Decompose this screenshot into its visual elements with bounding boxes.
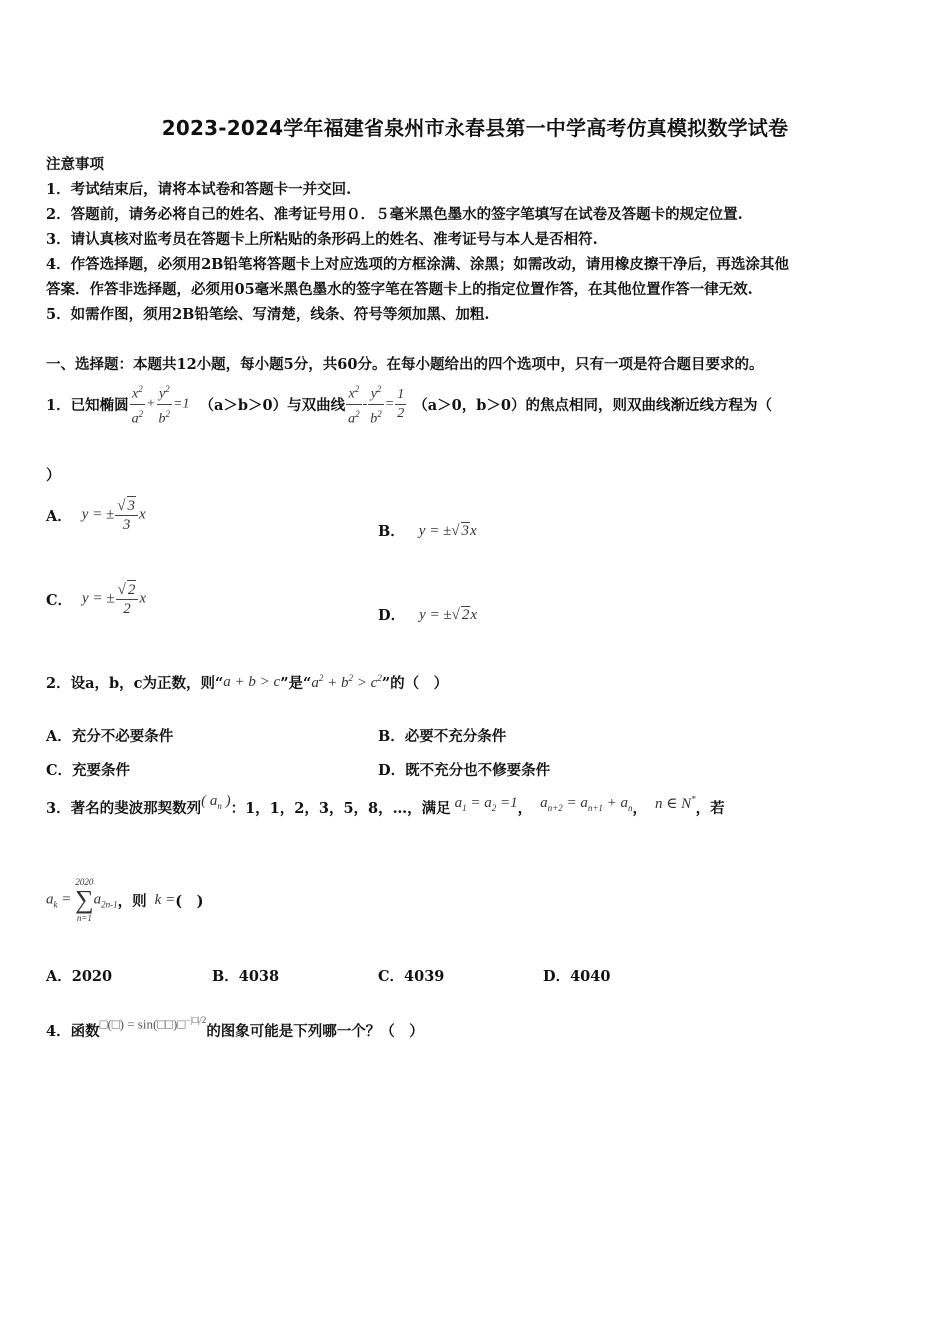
q1-condition-1: （a＞b＞0）与双曲线 xyxy=(199,396,346,414)
q3-separator-1: ， xyxy=(517,800,533,817)
q3-option-b[interactable]: B．4038 xyxy=(212,968,280,985)
q3-sequence-symbol: ( $a_n$ ) xyxy=(201,792,231,811)
q3-suffix: ，若 xyxy=(695,800,725,817)
q1-option-c[interactable] xyxy=(46,580,146,618)
notice-item-4: 4．作答选择题，必须用2B铅笔将答题卡上对应选项的方框涂满、涂黑；如需改动，请用橡皮擦干净后，再选涂其他 xyxy=(46,256,789,273)
q3-option-c[interactable]: C．4039 xyxy=(378,968,445,985)
q1-option-b[interactable] xyxy=(378,520,477,541)
notice-item-2: 2．答题前，请务必将自己的姓名、准考证号用０．５毫米黑色墨水的签字笔填写在试卷及答题卡的规定位置. xyxy=(46,206,743,223)
q1-prefix: 1．已知椭圆 xyxy=(46,396,129,414)
q1-option-d-label: D． xyxy=(378,607,406,624)
q3-recurrence: $a_{n+2} = a_{n+1} + a_n$ xyxy=(540,794,633,813)
q1-option-a-formula: y = ± $\frac{√ 3}{3}$ x xyxy=(81,498,146,533)
q3-initial-condition: $a_1 = a_2 =1$ xyxy=(454,794,518,813)
question-2 xyxy=(46,672,448,693)
q1-condition-2: （a＞0，b＞0）的焦点相同，则双曲线渐近线方程为（ xyxy=(413,396,772,414)
q4-suffix: 的图象可能是下列哪一个？（ ） xyxy=(206,1023,424,1040)
q1-option-d[interactable] xyxy=(378,604,477,625)
q2-prefix: 2．设a，b，c为正数，则“ xyxy=(46,675,224,692)
q2-option-d[interactable]: D．既不充分也不修要条件 xyxy=(378,762,551,779)
question-3 xyxy=(46,792,725,818)
q3-sum-formula: $a_k$ = 2020 ∑ n=1 $a_{2n-1}$ xyxy=(46,877,118,923)
notice-item-3: 3．请认真核对监考员在答题卡上所粘贴的条形码上的姓名、准考证号与本人是否相符. xyxy=(46,231,598,248)
q3-separator-2: ， xyxy=(632,800,648,817)
q1-option-a[interactable] xyxy=(46,496,146,534)
q3-paren: ( ) xyxy=(175,892,204,910)
q2-condition-1: a + b > c xyxy=(223,674,281,690)
q2-option-b[interactable]: B．必要不充分条件 xyxy=(378,728,507,745)
q3-sequence: ：1，1，2，3，5，8，…，满足 xyxy=(230,800,451,817)
page-title: 2023-2024学年福建省泉州市永春县第一中学高考仿真模拟数学试卷 xyxy=(161,116,789,140)
notice-item-5: 5．如需作图，须用2B铅笔绘、写清楚，线条、符号等须加黑、加粗. xyxy=(46,306,490,323)
question-1 xyxy=(46,380,772,428)
question-4 xyxy=(46,1014,424,1041)
q1-option-c-formula: y = ± $\frac{√ 2}{2}$ x xyxy=(82,582,146,617)
q3-domain: n ∈ N* xyxy=(655,794,696,812)
q4-function-formula: □(□) = sin(□□)□$^{-|□|/2}$ xyxy=(99,1014,207,1032)
q1-close-paren: ） xyxy=(46,467,61,484)
q1-option-d-formula: y = ±√ 2x xyxy=(419,606,478,623)
q2-suffix: ”的（ ） xyxy=(381,675,449,692)
q1-option-a-label: A． xyxy=(46,507,72,525)
q1-option-b-formula: y = ±√ 3x xyxy=(418,522,477,539)
notice-item-4-cont: 答案．作答非选择题，必须用05毫米黑色墨水的签字笔在答题卡上的指定位置作答，在其他位置作答一律无效. xyxy=(46,281,753,298)
q2-condition-2: $a^2 + b^2 > c^2$ xyxy=(311,673,382,691)
q3-option-d[interactable]: D．4040 xyxy=(543,968,611,985)
section-heading: 一、选择题：本题共12小题，每小题5分，共60分。在每小题给出的四个选项中，只有一项是符合题目要求的。 xyxy=(46,356,764,373)
q1-option-b-label: B． xyxy=(378,523,405,540)
q2-middle: ”是“ xyxy=(280,675,312,692)
q3-option-a[interactable]: A．2020 xyxy=(46,968,113,985)
notice-heading: 注意事项 xyxy=(46,156,104,173)
q3-prefix: 3．著名的斐波那契数列 xyxy=(46,800,202,817)
q2-option-a[interactable]: A．充分不必要条件 xyxy=(46,728,174,745)
q3-then: ，则 xyxy=(117,892,147,910)
q1-option-c-label: C． xyxy=(46,591,73,609)
ellipse-equation: $\frac{x^2}{a^2}$ + $\frac{y^2}{b^2}$ =1 xyxy=(129,380,190,428)
hyperbola-equation: $\frac{x^2}{a^2}$ - $\frac{y^2}{b^2}$ = $\frac{1}{2}$ xyxy=(345,380,407,428)
q3-sum-line xyxy=(46,876,203,924)
q2-option-c[interactable]: C．充要条件 xyxy=(46,762,131,779)
q3-k-symbol: k = xyxy=(154,891,176,908)
notice-item-1: 1．考试结束后，请将本试卷和答题卡一并交回. xyxy=(46,181,352,198)
q4-prefix: 4．函数 xyxy=(46,1023,100,1040)
